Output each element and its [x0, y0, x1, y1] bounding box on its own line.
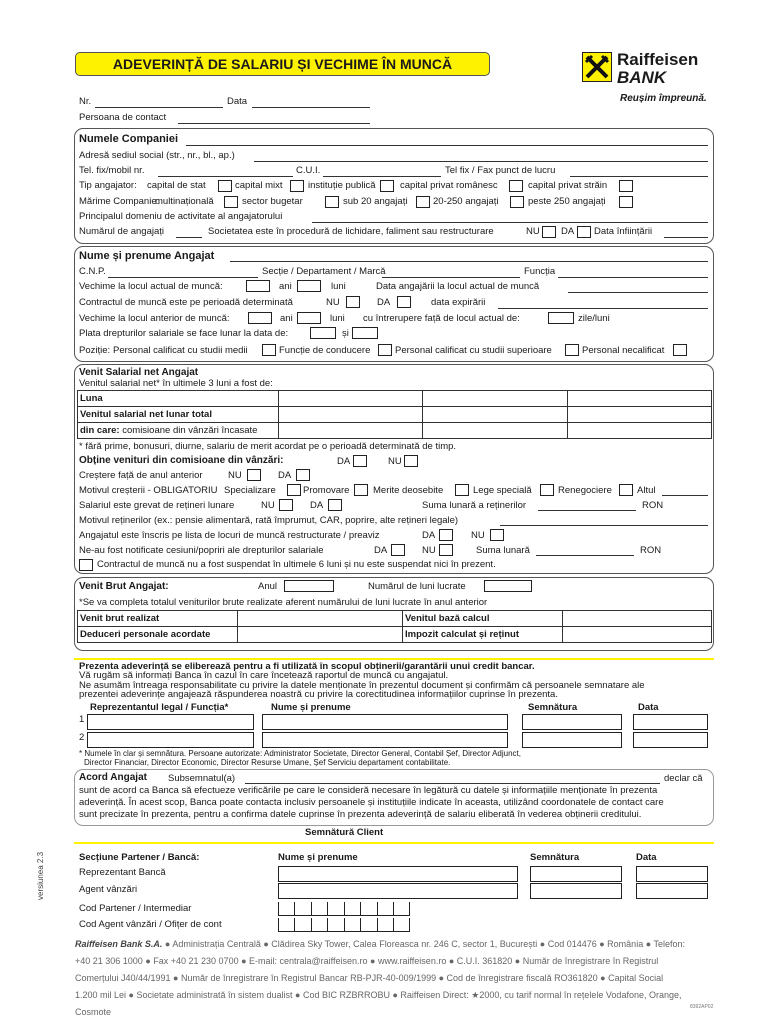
checkbox-size-over250[interactable] [619, 196, 633, 208]
row-base-calc: Venitul bază calcul [403, 611, 563, 627]
col-date: Data [638, 702, 659, 713]
payday-box-1[interactable] [310, 327, 336, 339]
gross-income-table [77, 610, 712, 643]
position-unskilled: Personal necalificat [582, 345, 665, 356]
consent-subsemnat: Subsemnatul(a) [168, 773, 236, 784]
declaration-note1: * Numele în clar și semnătura. Persoane autorizate: Administrator Societate, Director General, Contabil Șef, Director Adjunct, [79, 749, 521, 758]
table-row [78, 611, 712, 627]
checkbox-type-mixed[interactable] [290, 180, 304, 192]
agent-sign-field[interactable] [530, 883, 622, 899]
expiry-label: data expirării [431, 297, 486, 308]
sign-field-2[interactable] [522, 732, 622, 748]
assignment-nu: NU [422, 545, 436, 556]
cell[interactable] [423, 391, 567, 407]
footer-line2: +40 21 306 1000 ● Fax +40 21 230 0700 ● E-mail: centrala@raiffeisen.ro ● www.raiffeisen.ro ● C.U.I. 361820 ● Număr de înregistrare în Registrul [75, 956, 659, 966]
checkbox-deductions-da[interactable] [328, 499, 342, 511]
deductions-nu: NU [261, 500, 275, 511]
footer-line1 [75, 936, 715, 953]
row-luna: Luna [78, 391, 279, 407]
cell[interactable] [423, 423, 567, 439]
gross-note: *Se va completa totalul veniturilor brute realizate aferent numărului de luni lucrate în anul anterior [79, 597, 488, 608]
liquidation-nu: NU [526, 226, 540, 237]
type-private-foreign: capital privat străin [528, 180, 608, 191]
size-over250: peste 250 angajați [528, 196, 606, 207]
gross-title: Venit Brut Angajat: [79, 581, 169, 592]
assignment-ron: RON [640, 545, 662, 556]
partner-row-agent: Agent vânzări [79, 884, 138, 895]
dept-label: Secție / Departament / Marcă [262, 266, 386, 277]
reason-merite: Merite deosebite [373, 485, 444, 496]
footer-company: Raiffeisen Bank S.A. [75, 939, 163, 949]
contact-field[interactable] [178, 123, 370, 124]
cell[interactable] [279, 407, 423, 423]
size-multinational: multinațională [155, 196, 214, 207]
date-field-2[interactable] [633, 732, 708, 748]
fixed-term-label: Contractul de muncă este pe perioadă determinată [79, 297, 293, 308]
table-row [78, 407, 712, 423]
checkbox-reason-promovare[interactable] [354, 484, 368, 496]
partner-col-date: Data [636, 852, 657, 863]
checkbox-liquidation-nu[interactable] [542, 226, 556, 238]
position-label: Poziție: [79, 345, 111, 356]
row-number-1: 1 [79, 714, 85, 725]
reason-specializare: Specializare [224, 485, 276, 496]
type-mixed: capital mixt [235, 180, 283, 191]
agent-name-field[interactable] [278, 883, 518, 899]
consent-title: Acord Angajat [79, 772, 147, 783]
consent-line4: sunt precizate în prezenta, pentru a confirma datele cuprinse în prezenta adeverință de salariu eliberată în vederea obținerii creditului. [79, 809, 642, 820]
prev-seniority-label: Vechime la locul anterior de muncă: [79, 313, 230, 324]
bank-rep-sign-field[interactable] [530, 866, 622, 882]
company-name-label: Numele Companiei [79, 133, 179, 145]
partner-row-partner-code: Cod Partener / Intermediar [79, 903, 192, 914]
checkbox-position-higher[interactable] [565, 344, 579, 356]
deductions-label: Salariul este grevat de rețineri lunare [79, 500, 235, 511]
table-row [78, 627, 712, 643]
position-management: Funcție de conducere [279, 345, 371, 356]
cnp-field[interactable] [108, 277, 258, 278]
cell[interactable] [238, 611, 403, 627]
cui-field[interactable] [323, 176, 441, 177]
expiry-field[interactable] [498, 308, 708, 309]
months-worked-label: Numărul de luni lucrate [368, 581, 466, 592]
col-sign: Semnătura [528, 702, 578, 713]
document-title: ADEVERINȚĂ DE SALARIU ȘI VECHIME ÎN MUNCĂ [75, 52, 490, 76]
size-under20: sub 20 angajați [343, 196, 408, 207]
phone-field[interactable] [158, 176, 293, 177]
declaration-line4: prezentei adeverințe angajează răspunderea noastră cu privire la corectitudinea informațiilor cuprinse în prezenta. [79, 689, 558, 700]
cell[interactable] [563, 627, 712, 643]
cell[interactable] [279, 423, 423, 439]
rep-field-1[interactable] [87, 714, 254, 730]
checkbox-growth-nu[interactable] [247, 469, 261, 481]
cell[interactable] [567, 423, 711, 439]
employees-label: Numărul de angajați [79, 226, 165, 237]
date-field-1[interactable] [633, 714, 708, 730]
agent-code-field[interactable] [278, 918, 410, 932]
assignment-label: Ne-au fost notificate cesiuni/popriri ale drepturilor salariale [79, 545, 324, 556]
size-label: Mărime Companie: [79, 196, 160, 207]
table-row [78, 391, 712, 407]
data-label: Data [227, 96, 248, 107]
checkbox-restructuring-nu[interactable] [490, 529, 504, 541]
brand-bank: BANK [617, 68, 667, 87]
agent-date-field[interactable] [636, 883, 708, 899]
reason-renegociere: Renegociere [558, 485, 612, 496]
prev-years-box[interactable] [248, 312, 272, 324]
restructuring-label: Angajatul este înscris pe lista de locuri de muncă restructurate / preaviz [79, 530, 380, 541]
commission-da: DA [337, 456, 351, 467]
sign-field-1[interactable] [522, 714, 622, 730]
deductions-ron: RON [642, 500, 664, 511]
seniority-ani: ani [279, 281, 292, 292]
col-name: Nume și prenume [271, 702, 351, 713]
cell[interactable] [279, 391, 423, 407]
fax-field[interactable] [570, 176, 708, 177]
client-signature-label: Semnătură Client [305, 827, 384, 838]
checkbox-type-private-foreign[interactable] [619, 180, 633, 192]
founding-label: Data înființării [594, 226, 653, 237]
prev-months-box[interactable] [297, 312, 321, 324]
address-field[interactable] [254, 161, 708, 162]
partner-col-name: Nume și prenume [278, 852, 358, 863]
checkbox-size-budget[interactable] [325, 196, 339, 208]
commission-nu: NU [388, 456, 402, 467]
net-income-title: Venit Salarial net Angajat [79, 367, 199, 378]
declaration-line3: Ne asumăm întreaga responsabilitate cu privire la datele menționate în prezentul document și confirmăm că persoanele semnatare ale [79, 680, 645, 691]
domain-label: Principalul domeniu de activitate al angajatorului [79, 211, 283, 222]
date-field[interactable] [252, 107, 370, 108]
liquidation-label: Societatea este în procedură de lichidare, faliment sau restructurare [208, 226, 494, 237]
cell[interactable] [238, 627, 403, 643]
footer-line1-text: ● Administrația Centrală ● Clădirea Sky Tower, Calea Floreasca nr. 246 C, sector 1, București ● Cod 014476 ● România ● Telefon: [164, 939, 685, 949]
restructuring-nu: NU [471, 530, 485, 541]
checkbox-suspension[interactable] [79, 559, 93, 571]
contact-label: Persoana de contact [79, 112, 167, 123]
bank-rep-date-field[interactable] [636, 866, 708, 882]
reason-label: Motivul creșterii - OBLIGATORIU [79, 485, 218, 496]
function-label: Funcția [524, 266, 556, 277]
slogan: Reușim împreună. [620, 93, 707, 104]
checkbox-restructuring-da[interactable] [439, 529, 453, 541]
brand-name: Raiffeisen [617, 50, 699, 69]
crossed-horses-icon [583, 53, 611, 81]
cell[interactable] [567, 391, 711, 407]
position-medium: Personal calificat cu studii medii [113, 345, 248, 356]
net-income-table [77, 390, 712, 439]
fax-label: Tel fix / Fax punct de lucru [445, 165, 556, 176]
payday-box-2[interactable] [352, 327, 378, 339]
address-label: Adresă sediul social (str., nr., bl., ap.) [79, 150, 235, 161]
cell[interactable] [423, 407, 567, 423]
consent-line3: adeverință. În acest scop, Banca poate contacta inclusiv persoanele și instituțiile indicate în aceasta, utilizând coordonatele de contact care [79, 797, 664, 808]
partner-row-agent-code: Cod Agent vânzări / Ofițer de cont [79, 919, 222, 930]
payday-label: Plata drepturilor salariale se face lunar la data de: [79, 328, 289, 339]
raiffeisen-logo [582, 52, 612, 82]
cnp-label: C.N.P. [79, 266, 106, 277]
prev-ani: ani [280, 313, 293, 324]
row-commission [78, 423, 279, 439]
declaration-line2: Vă rugăm să informați Banca în cazul în care încetează raportul de muncă cu angajatul. [79, 670, 449, 681]
consent-name-field[interactable] [245, 783, 660, 784]
declaration-note2: Director Financiar, Director Economic, Director Resurse Umane, Șef Serviciu departament contabilitate. [84, 758, 451, 767]
row-net-total: Venitul salarial net lunar total [78, 407, 279, 423]
checkbox-commission-da[interactable] [353, 455, 367, 467]
name-field-1[interactable] [262, 714, 508, 730]
interruption-box[interactable] [548, 312, 574, 324]
deduction-reason-field[interactable] [500, 525, 708, 526]
checkbox-reason-specializare[interactable] [287, 484, 301, 496]
yellow-divider-2 [74, 842, 714, 844]
growth-label: Creștere față de anul anterior [79, 470, 203, 481]
partner-col-sign: Semnătura [530, 852, 580, 863]
function-field[interactable] [558, 277, 708, 278]
checkbox-size-20-250[interactable] [510, 196, 524, 208]
payday-si: și [342, 328, 349, 339]
cell[interactable] [567, 407, 711, 423]
liquidation-da: DA [561, 226, 575, 237]
checkbox-commission-nu[interactable] [404, 455, 418, 467]
months-worked-box[interactable] [484, 580, 532, 592]
company-name-field[interactable] [186, 145, 708, 146]
founding-field[interactable] [664, 237, 708, 238]
employee-name-field[interactable] [230, 261, 708, 262]
checkbox-deductions-nu[interactable] [279, 499, 293, 511]
domain-field[interactable] [312, 222, 708, 223]
checkbox-reason-renegociere[interactable] [619, 484, 633, 496]
nr-field[interactable] [95, 107, 223, 108]
monthly-amount-field[interactable] [538, 510, 636, 511]
consent-line2: sunt de acord ca Banca să efectueze verificările pe care le consideră necesare în legătură cu datele și informațiile menționate în prezenta [79, 785, 658, 796]
type-public: instituție publică [308, 180, 376, 191]
checkbox-fixed-term-nu[interactable] [346, 296, 360, 308]
seniority-years-box[interactable] [246, 280, 270, 292]
assignment-da: DA [374, 545, 388, 556]
row-tax: Impozit calculat și reținut [403, 627, 563, 643]
hire-date-label: Data angajării la locul actual de muncă [376, 281, 540, 292]
checkbox-type-private-ro[interactable] [509, 180, 523, 192]
cell[interactable] [563, 611, 712, 627]
row-commission-bold: din care: [80, 425, 120, 436]
reason-promovare: Promovare [303, 485, 350, 496]
restructuring-da: DA [422, 530, 436, 541]
seniority-label: Vechime la locul actual de muncă: [79, 281, 223, 292]
deduction-reason-label: Motivul reținerilor (ex.: pensie alimentară, rată împrumut, CAR, poprire, alte rețineri legale) [79, 515, 459, 526]
size-20-250: 20-250 angajați [433, 196, 499, 207]
table-row [78, 423, 712, 439]
reason-altul-field[interactable] [662, 495, 708, 496]
checkbox-position-unskilled[interactable] [673, 344, 687, 356]
checkbox-position-medium[interactable] [262, 344, 276, 356]
type-private-ro: capital privat românesc [400, 180, 498, 191]
declaration-bold: Prezenta adeverință se eliberează pentru a fi utilizată în scopul obținerii/garantării unui credit bancar. [79, 661, 535, 672]
checkbox-size-multinational[interactable] [224, 196, 238, 208]
seniority-months-box[interactable] [297, 280, 321, 292]
days-months: zile/luni [578, 313, 610, 324]
col-rep: Reprezentantul legal / Funcția* [90, 702, 229, 713]
nr-label: Nr. [79, 96, 92, 107]
partner-code-field[interactable] [278, 902, 410, 916]
employee-name-label: Nume și prenume Angajat [79, 250, 215, 262]
checkbox-liquidation-da[interactable] [577, 226, 591, 238]
net-income-subtitle: Venitul salarial net* în ultimele 3 luni a fost de: [79, 378, 273, 389]
checkbox-reason-merite[interactable] [455, 484, 469, 496]
phone-label: Tel. fix/mobil nr. [79, 165, 145, 176]
name-field-2[interactable] [262, 732, 508, 748]
growth-da: DA [278, 470, 292, 481]
interruption-label: cu întrerupere față de locul actual de: [363, 313, 520, 324]
commission-label: Obține venituri din comisioane din vânzări: [79, 455, 284, 466]
growth-nu: NU [228, 470, 242, 481]
footer-line3: Comerțului J40/44/1991 ● Număr de înregistrare în Registrul Bancar RB-PJR-40-009/1999 ● Cod de înregistrare fiscală RO361820 ● Capital Social [75, 973, 664, 983]
fixed-term-nu: NU [326, 297, 340, 308]
suspension-label: Contractul de muncă nu a fost suspendat în ultimele 6 luni și nu este suspendat nici în prezent. [97, 559, 496, 570]
employees-field[interactable] [176, 237, 202, 238]
partner-title: Secțiune Partener / Bancă: [79, 852, 200, 863]
dept-field[interactable] [382, 277, 520, 278]
checkbox-fixed-term-da[interactable] [397, 296, 411, 308]
checkbox-position-management[interactable] [378, 344, 392, 356]
checkbox-size-under20[interactable] [416, 196, 430, 208]
monthly-sum-label: Suma lunară [476, 545, 530, 556]
row-personal-deductions: Deduceri personale acordate [78, 627, 238, 643]
hire-date-field[interactable] [568, 292, 708, 293]
prev-luni: luni [330, 313, 345, 324]
reason-lege: Lege specială [473, 485, 532, 496]
monthly-sum-field[interactable] [536, 555, 634, 556]
type-state: capital de stat [147, 180, 206, 191]
yellow-divider [74, 658, 714, 660]
cui-label: C.U.I. [296, 165, 321, 176]
checkbox-assignment-nu[interactable] [439, 544, 453, 556]
footer-line4: 1.200 mil Lei ● Societate administrată în sistem dualist ● Cod BIC RZBRROBU ● Raiffeisen Direct: ★2000, cu tarif normal în rețelele Vodafone, Orange, Cosmote [75, 990, 682, 1017]
employer-type-label: Tip angajator: [79, 180, 137, 191]
year-label: Anul [258, 581, 278, 592]
rep-field-2[interactable] [87, 732, 254, 748]
version-label: versiunea 2.3 [36, 851, 45, 900]
position-higher: Personal calificat cu studii superioare [395, 345, 552, 356]
year-box[interactable] [284, 580, 334, 592]
footer [75, 936, 715, 1021]
checkbox-type-state[interactable] [218, 180, 232, 192]
checkbox-growth-da[interactable] [296, 469, 310, 481]
net-footnote: * fără prime, bonusuri, diurne, salariu de merit acordat pe o perioadă determinată de timp. [79, 441, 457, 452]
fixed-term-da: DA [377, 297, 391, 308]
bank-rep-name-field[interactable] [278, 866, 518, 882]
row-number-2: 2 [79, 732, 85, 743]
partner-row-bank-rep: Reprezentant Bancă [79, 867, 166, 878]
footer-code: 8392AP02 [690, 1004, 714, 1010]
consent-declar: declar că [664, 773, 703, 784]
deductions-da: DA [310, 500, 324, 511]
row-gross-realized: Venit brut realizat [78, 611, 238, 627]
size-budget: sector bugetar [242, 196, 303, 207]
checkbox-reason-lege[interactable] [540, 484, 554, 496]
checkbox-type-public[interactable] [380, 180, 394, 192]
row-commission-rest: comisioane din vânzări încasate [122, 425, 258, 436]
seniority-luni: luni [331, 281, 346, 292]
reason-altul: Altul [637, 485, 656, 496]
checkbox-assignment-da[interactable] [391, 544, 405, 556]
monthly-amount-label: Suma lunară a reținerilor [422, 500, 527, 511]
